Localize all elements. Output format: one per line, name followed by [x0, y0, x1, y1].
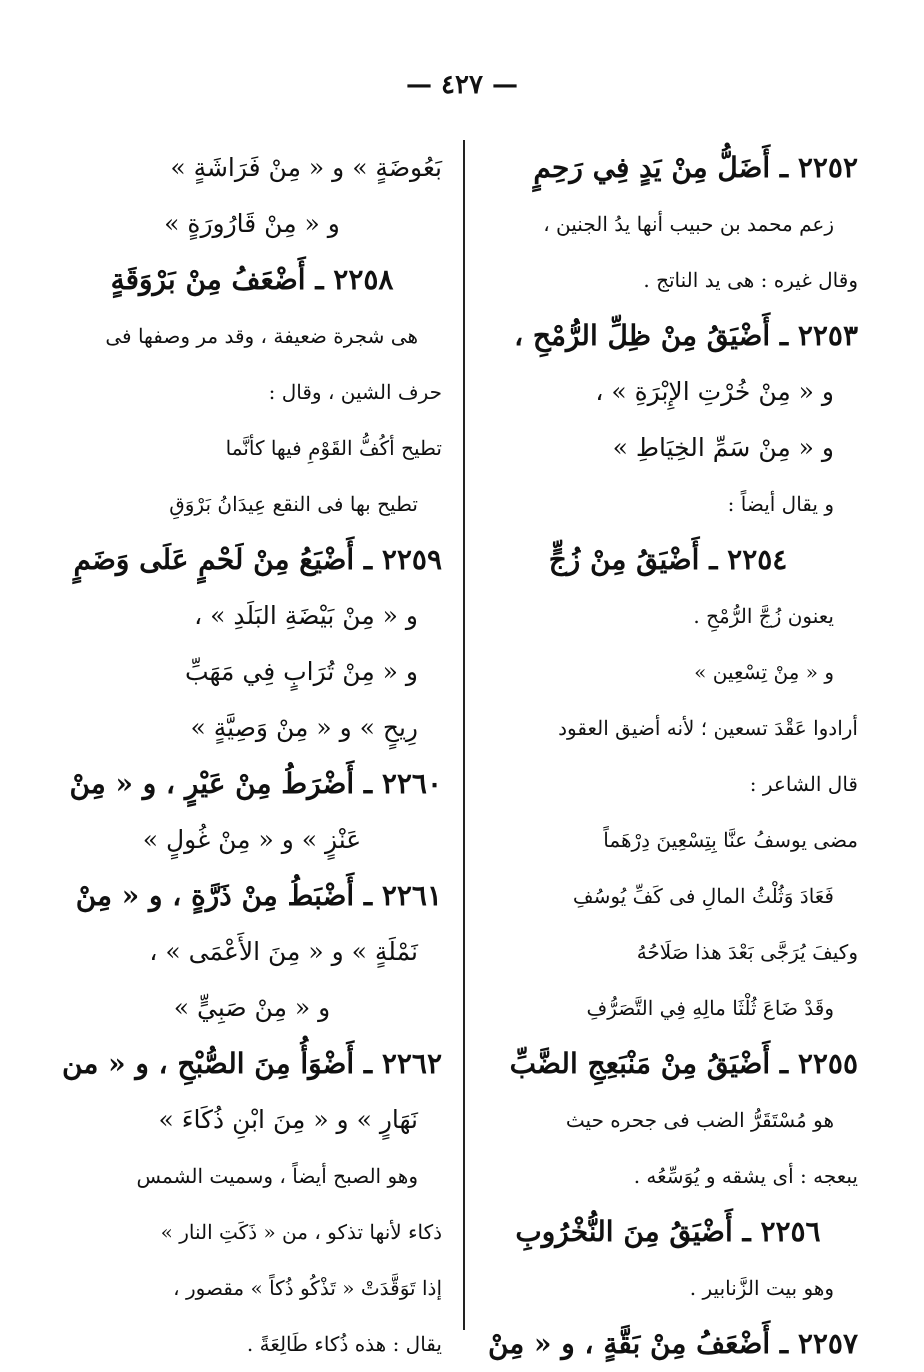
text-line: نَمْلَةٍ » و « مِنَ الأَعْمَى » ،	[149, 937, 418, 966]
text-line: و « مِنْ تُرَابٍ فِي مَهَبِّ	[184, 657, 418, 686]
proverb-heading: ٢٢٥٥ ـ أَضْيَقُ مِنْ مَنْبَعِجِ الضَّبِّ	[509, 1047, 858, 1080]
text-line: و « مِنْ صَبِيٍّ »	[173, 993, 331, 1022]
text-line: يعنون زُجَّ الرُّمْحِ .	[693, 604, 834, 628]
proverb-heading: ٢٢٥٨ ـ أَضْعَفُ مِنْ بَرْوَقَةٍ	[110, 263, 394, 296]
text-line: قال الشاعر :	[749, 772, 858, 796]
text-line: و « مِنْ سَمِّ الخِيَاطِ »	[612, 433, 834, 462]
text-line: وقَدْ ضَاعَ ثُلْثَا مالِهِ فِي التَّصَرُّفِ	[586, 996, 834, 1020]
text-line: هو مُسْتَقَرُّ الضب فى جحره حيث	[565, 1108, 834, 1132]
proverb-heading: ٢٢٥٦ ـ أَضْيَقُ مِنَ النُّخْرُوبِ	[515, 1215, 821, 1248]
text-line: بَعُوضَةٍ » و « مِنْ فَرَاشَةٍ »	[170, 153, 442, 182]
text-line: إذا تَوَقَّدَتْ « تَذْكُو ذُكاً » مقصور ،	[173, 1276, 442, 1300]
text-line: زعم محمد بن حبيب أنها يدُ الجنين ،	[543, 212, 834, 236]
text-line: فَعَادَ وَثُلْثُ المالِ فى كَفِّ يُوسُفِ	[572, 884, 834, 908]
proverb-heading: ٢٢٥٤ ـ أَضْيَقُ مِنْ زُجٍّ	[548, 543, 788, 576]
page-number: — ٤٢٧ —	[405, 70, 519, 100]
text-line: تطيح بها فى النقع عِيدَانُ بَرْوَقِ	[169, 492, 418, 516]
text-line: و « مِنْ تِسْعِين »	[694, 660, 834, 684]
text-line: وهو بيت الزَّنابير .	[689, 1276, 834, 1300]
text-line: هى شجرة ضعيفة ، وقد مر وصفها فى	[105, 324, 418, 348]
proverb-heading: ٢٢٦٢ ـ أَضْوَأُ مِنَ الصُّبْحِ ، و « من	[62, 1047, 442, 1080]
text-line: مضى يوسفُ عنَّا بِتِسْعِينَ دِرْهَماً	[603, 828, 858, 852]
proverb-heading: ٢٢٦٠ ـ أَضْرَطُ مِنْ عَيْرٍ ، و « مِنْ	[69, 767, 442, 800]
text-line: رِيحٍ » و « مِنْ وَصِيَّةٍ »	[190, 713, 418, 742]
proverb-heading: ٢٢٥٣ ـ أَضْيَقُ مِنْ ظِلِّ الرُّمْحِ ،	[514, 319, 858, 352]
right-column	[478, 140, 858, 1360]
text-line: و يقال أيضاً :	[727, 492, 834, 516]
proverb-heading: ٢٢٦١ ـ أَضْبَطُ مِنْ ذَرَّةٍ ، و « مِنْ	[75, 879, 442, 912]
text-line: تطيح أكُفُّ القَوْمِ فيها كأنَّما	[225, 436, 442, 460]
left-column	[62, 140, 442, 1356]
text-line: يبعجه : أى يشقه و يُوَسِّعُه .	[633, 1164, 858, 1188]
text-line: وقال غيره : هى يد الناتج .	[643, 268, 858, 292]
text-line: ذكاء لأنها تذكو ، من « ذَكَتِ النار »	[160, 1220, 442, 1244]
column-divider	[463, 140, 465, 1330]
text-line: وكيفَ يُرَجَّى بَعْدَ هذا صَلَاحُهُ	[636, 940, 858, 964]
text-line: وهو الصبح أيضاً ، وسميت الشمس	[136, 1164, 418, 1188]
text-line: يقال : هذه ذُكاء طَالِعَةً .	[246, 1332, 442, 1356]
text-line: و « مِنْ بَيْضَةِ البَلَدِ » ،	[194, 601, 418, 630]
text-line: و « مِنْ خُرْتِ الإِبْرَةِ » ،	[595, 377, 834, 406]
text-line: حرف الشين ، وقال :	[268, 380, 442, 404]
text-line: أرادوا عَقْدَ تسعين ؛ لأنه أضيق العقود	[558, 716, 858, 740]
proverb-heading: ٢٢٥٢ ـ أَضَلُّ مِنْ يَدٍ فِي رَحِمٍ	[533, 151, 858, 184]
proverb-heading: ٢٢٥٧ ـ أَضْعَفُ مِنْ بَقَّةٍ ، و « مِنْ	[487, 1327, 858, 1360]
text-line: نَهَارٍ » و « مِنَ ابْنِ ذُكَاءَ »	[158, 1105, 418, 1134]
text-line: و « مِنْ قَارُورَةٍ »	[164, 209, 340, 238]
text-line: عَنْزٍ » و « مِنْ غُولٍ »	[142, 825, 362, 854]
proverb-heading: ٢٢٥٩ ـ أَضْيَعُ مِنْ لَحْمٍ عَلَى وَضَمٍ	[73, 543, 442, 576]
